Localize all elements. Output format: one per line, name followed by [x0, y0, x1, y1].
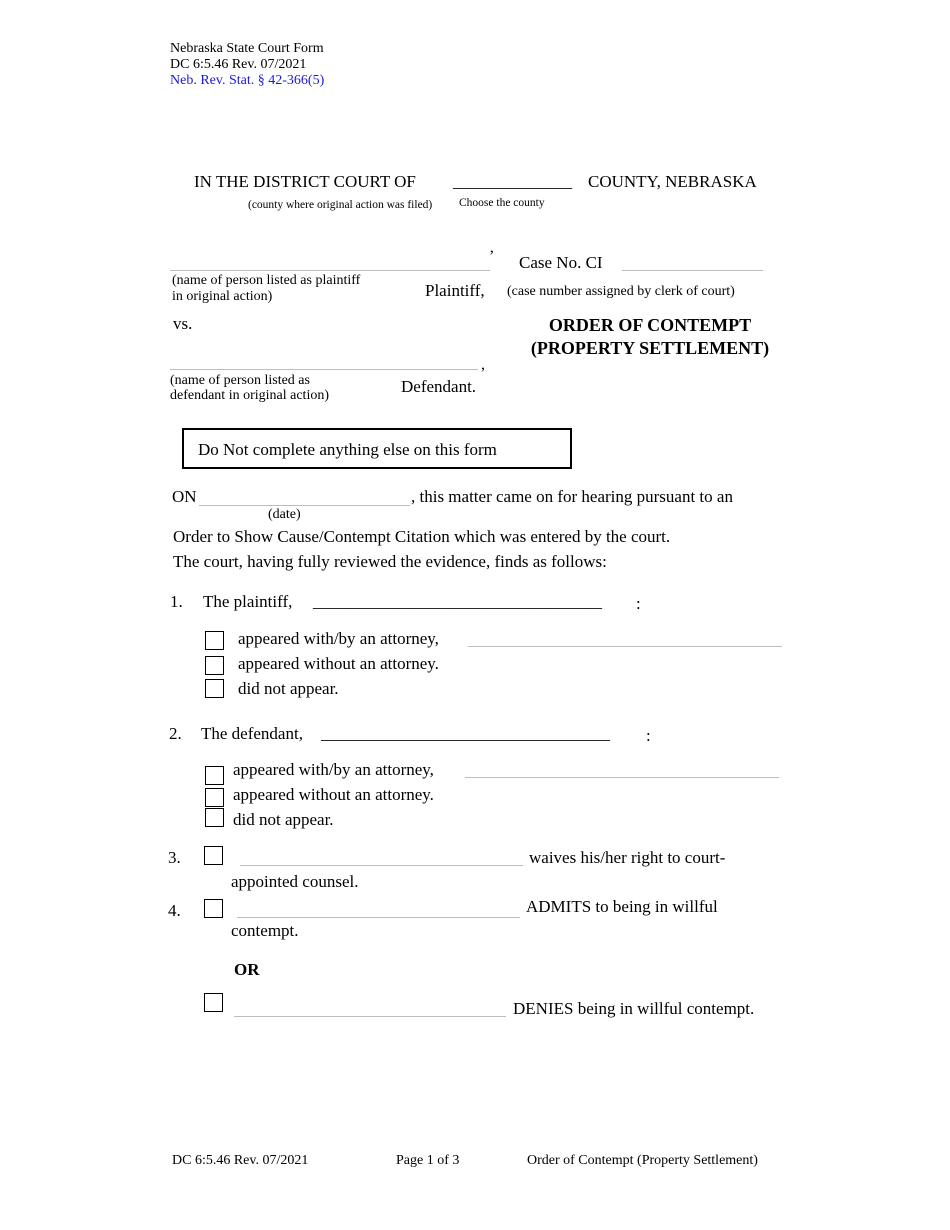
item3-text-2: appointed counsel.	[231, 872, 359, 891]
denies-contempt-checkbox[interactable]	[204, 993, 223, 1012]
defendant-comma: ,	[481, 356, 485, 373]
plaintiff-option-3: did not appear.	[238, 679, 339, 698]
form-name: Nebraska State Court Form	[170, 41, 324, 56]
item4-name-line	[237, 917, 520, 918]
case-no-label: Case No. CI	[519, 253, 603, 272]
item2-colon: :	[646, 726, 651, 745]
or-label: OR	[234, 960, 260, 979]
case-caption: (case number assigned by clerk of court)	[507, 284, 735, 299]
defendant-without-attorney-checkbox[interactable]	[205, 788, 224, 807]
item1-plaintiff-blank[interactable]: __________________________________	[313, 592, 602, 611]
plaintiff-caption-2: in original action)	[172, 289, 273, 304]
plaintiff-with-attorney-checkbox[interactable]	[205, 631, 224, 650]
waives-counsel-checkbox[interactable]	[204, 846, 223, 865]
hearing-date-input[interactable]	[200, 487, 409, 505]
item2-label: The defendant,	[201, 724, 303, 743]
item4-number: 4.	[168, 901, 181, 920]
plaintiff-option-1: appeared with/by an attorney,	[238, 629, 439, 648]
item2-defendant-blank[interactable]: __________________________________	[321, 724, 610, 743]
court-prefix: IN THE DISTRICT COURT OF	[194, 172, 416, 191]
plaintiff-attorney-input[interactable]	[468, 628, 780, 646]
court-suffix: COUNTY, NEBRASKA	[588, 172, 757, 191]
item3-number: 3.	[168, 848, 181, 867]
item1-label: The plaintiff,	[203, 592, 293, 611]
plaintiff-without-attorney-checkbox[interactable]	[205, 656, 224, 675]
date-caption: (date)	[268, 507, 301, 522]
defendant-name-line	[170, 369, 478, 370]
plaintiff-did-not-appear-checkbox[interactable]	[205, 679, 224, 698]
item4b-name-line	[234, 1016, 506, 1017]
county-caption: (county where original action was filed)	[248, 199, 433, 211]
form-code: DC 6:5.46 Rev. 07/2021	[170, 57, 307, 72]
defendant-attorney-line	[465, 777, 779, 778]
footer-page: Page 1 of 3	[396, 1153, 460, 1168]
county-blank[interactable]: ______________	[453, 172, 572, 191]
order-title-1: ORDER OF CONTEMPT	[548, 315, 752, 335]
item4-name-input[interactable]	[238, 899, 518, 917]
on-label: ON	[172, 487, 197, 506]
defendant-did-not-appear-checkbox[interactable]	[205, 808, 224, 827]
plaintiff-label: Plaintiff,	[425, 281, 485, 300]
item4b-text: DENIES being in willful contempt.	[513, 999, 755, 1018]
item1-colon: :	[636, 594, 641, 613]
defendant-name-input[interactable]	[170, 351, 476, 369]
item3-name-input[interactable]	[241, 847, 521, 865]
item4-text-2: contempt.	[231, 921, 299, 940]
notice-box: Do Not complete anything else on this form	[182, 428, 572, 469]
defendant-caption-1: (name of person listed as	[170, 373, 310, 388]
admits-contempt-checkbox[interactable]	[204, 899, 223, 918]
footer-code: DC 6:5.46 Rev. 07/2021	[172, 1153, 309, 1168]
statute-link[interactable]: Neb. Rev. Stat. § 42-366(5)	[170, 73, 325, 88]
hearing-date-line	[199, 505, 410, 506]
item4b-name-input[interactable]	[235, 998, 504, 1016]
item4-text-1: ADMITS to being in willful	[526, 897, 718, 916]
plaintiff-name-line	[170, 270, 490, 271]
plaintiff-comma: ’	[489, 248, 495, 265]
plaintiff-attorney-line	[468, 646, 782, 647]
plaintiff-caption-1: (name of person listed as plaintiff	[172, 273, 361, 288]
defendant-label: Defendant.	[401, 377, 477, 396]
case-no-line	[622, 270, 763, 271]
defendant-option-3: did not appear.	[233, 810, 334, 829]
defendant-option-1: appeared with/by an attorney,	[233, 760, 434, 779]
defendant-option-2: appeared without an attorney.	[233, 785, 434, 804]
plaintiff-option-2: appeared without an attorney.	[238, 654, 439, 673]
footer-title: Order of Contempt (Property Settlement)	[527, 1153, 758, 1168]
intro-text-2: Order to Show Cause/Contempt Citation which was entered by the court.	[173, 527, 671, 546]
vs-label: vs.	[173, 314, 193, 333]
item1-number: 1.	[170, 592, 183, 611]
order-title-2: (PROPERTY SETTLEMENT)	[530, 338, 770, 358]
defendant-caption-2: defendant in original action)	[170, 388, 329, 403]
defendant-attorney-input[interactable]	[465, 759, 777, 777]
county-dropdown[interactable]: Choose the county	[459, 197, 545, 209]
plaintiff-name-input[interactable]	[170, 252, 488, 270]
case-no-input[interactable]	[622, 252, 762, 270]
intro-text-1: , this matter came on for hearing pursuant to an	[411, 487, 733, 506]
item3-text-1: waives his/her right to court-	[529, 848, 726, 867]
defendant-with-attorney-checkbox[interactable]	[205, 766, 224, 785]
item2-number: 2.	[169, 724, 182, 743]
item3-name-line	[240, 865, 523, 866]
intro-text-3: The court, having fully reviewed the evidence, finds as follows:	[173, 552, 607, 571]
